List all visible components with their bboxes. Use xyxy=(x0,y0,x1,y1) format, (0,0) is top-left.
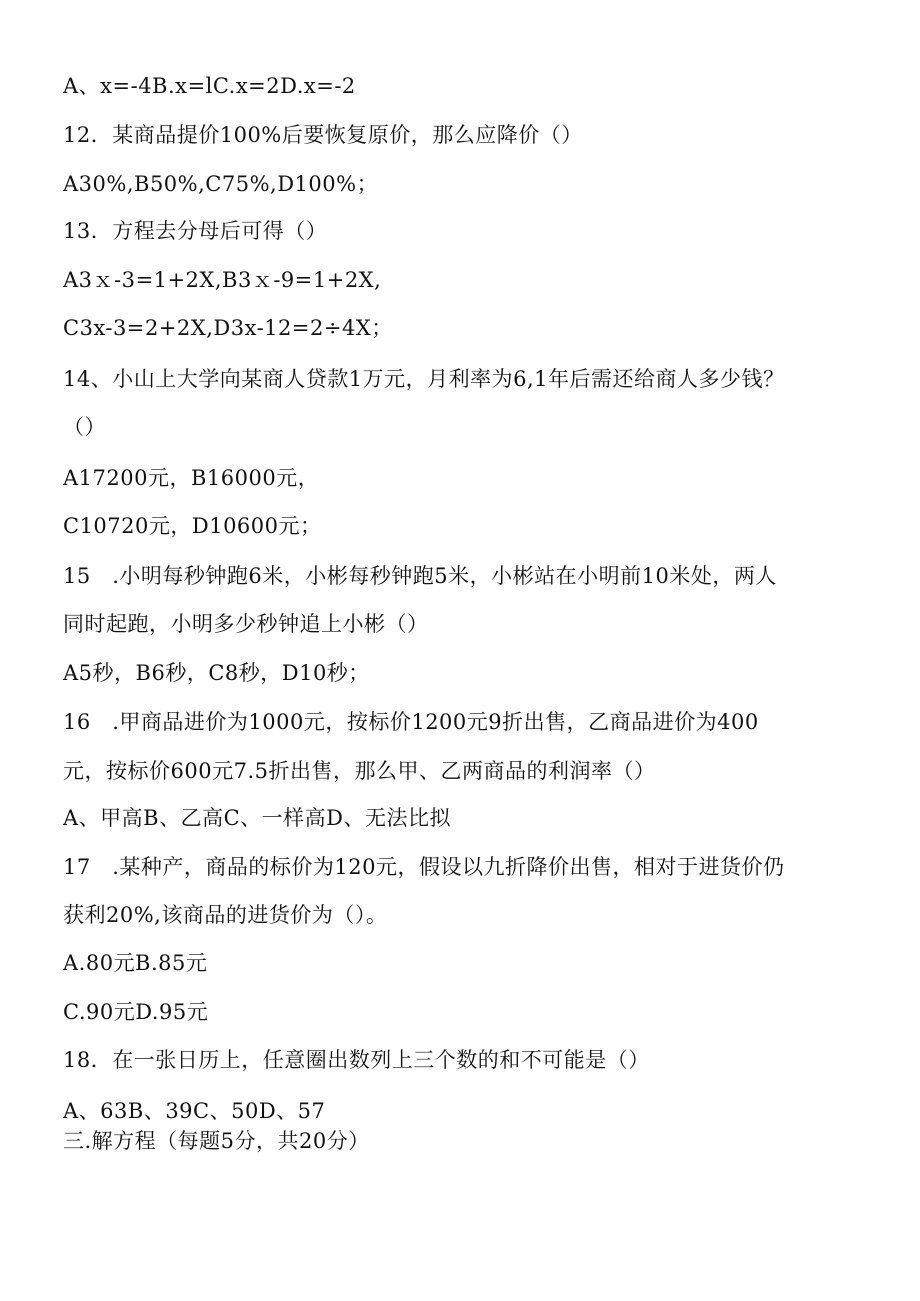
q17-question-line1: 17 .某种产，商品的标价为120元，假设以九折降价出售，相对于进货价仍 xyxy=(63,855,785,879)
q18-options: A、63B、39C、50D、57 xyxy=(63,1099,326,1123)
q15-options: A5秒，B6秒，C8秒，D10秒； xyxy=(63,661,370,685)
q17-options-cd: C.90元D.95元 xyxy=(63,1000,209,1024)
q18-question: 18．在一张日历上，任意圈出数列上三个数的和不可能是（） xyxy=(63,1048,650,1072)
q14-answer-blank: （） xyxy=(63,415,106,439)
q14-options-ab: A17200元，B16000元， xyxy=(63,466,320,490)
q17-question-line2: 获利20%,该商品的进货价为（）。 xyxy=(63,903,388,927)
q16-options: A、甲高B、乙高C、一样高D、无法比拟 xyxy=(63,806,452,830)
q17-options-ab: A.80元B.85元 xyxy=(63,951,208,975)
q13-options-cd: C3x-3=2+2X,D3x-12=2÷4X； xyxy=(63,316,393,340)
section-three-heading: 三.解方程（每题5分，共20分） xyxy=(63,1129,370,1153)
q15-question-line2: 同时起跑，小明多少秒钟追上小彬（） xyxy=(63,612,429,636)
q14-question: 14、小山上大学向某商人贷款1万元，月利率为6,1年后需还给商人多少钱？ xyxy=(63,367,785,391)
q12-options: A30%,B50%,C75%,D100%； xyxy=(63,172,379,196)
q15-question-line1: 15 .小明每秒钟跑6米，小彬每秒钟跑5米，小彬站在小明前10米处，两人 xyxy=(63,564,777,588)
q16-question-line2: 元，按标价600元7.5折出售，那么甲、乙两商品的利润率（） xyxy=(63,759,656,783)
q13-options-ab: A3ｘ-3=1+2X,B3ｘ-9=1+2X, xyxy=(63,268,382,292)
q13-question: 13．方程去分母后可得（） xyxy=(63,219,328,243)
q16-question-line1: 16 .甲商品进价为1000元，按标价1200元9折出售，乙商品进价为400 xyxy=(63,710,759,734)
q11-options: A、x=-4B.x=lC.x=2D.x=-2 xyxy=(63,74,356,98)
q12-question: 12．某商品提价100%后要恢复原价，那么应降价（） xyxy=(63,123,583,147)
q14-options-cd: C10720元，D10600元； xyxy=(63,514,322,538)
